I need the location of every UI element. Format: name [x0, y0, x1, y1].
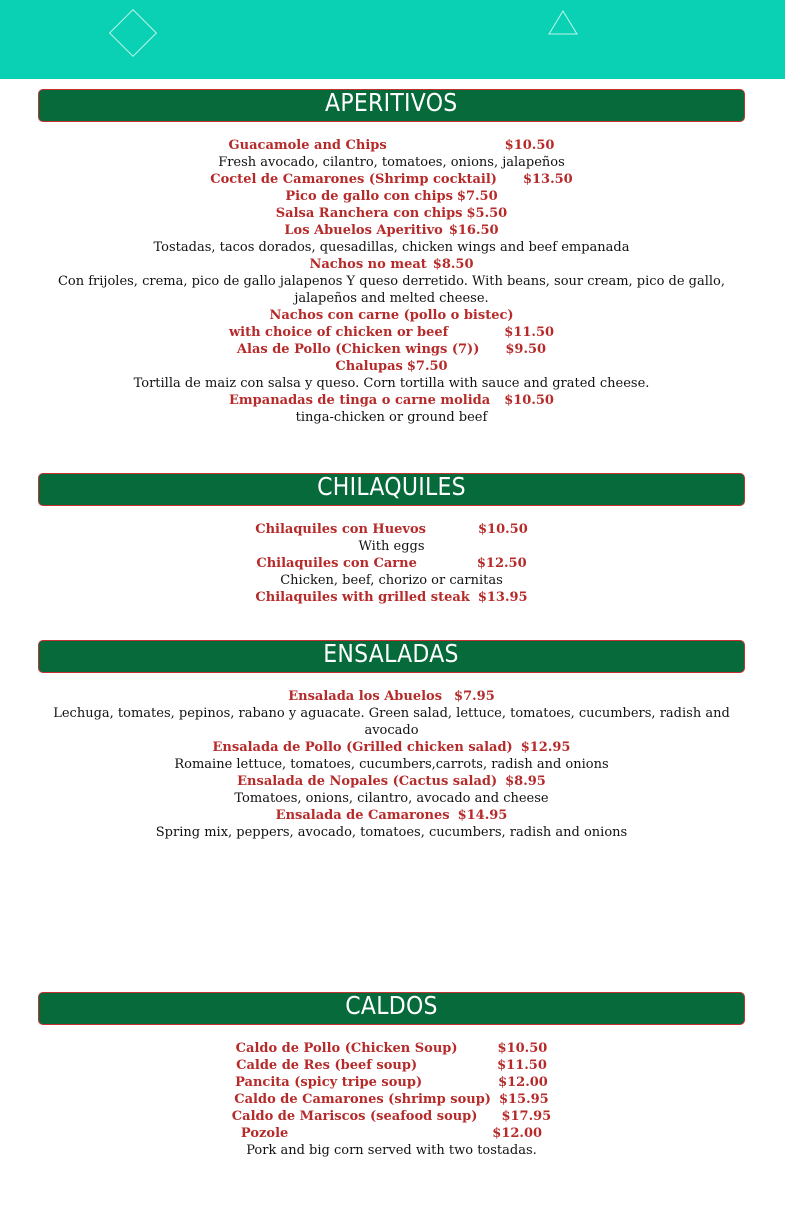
menu-item [38, 589, 745, 606]
item-name: Chilaquiles con Huevos [255, 522, 426, 537]
menu-item [38, 739, 745, 756]
menu-item [38, 773, 745, 790]
description-text: Chicken, beef, chorizo or carnitas [280, 573, 503, 588]
menu-item [38, 555, 745, 572]
description-text: Fresh avocado, cilantro, tomatoes, onions, jalapeños [218, 155, 565, 170]
item-name: Salsa Ranchera con chips [275, 206, 463, 221]
diamond-outline-icon [109, 9, 157, 57]
item-price: $7.50 [456, 189, 498, 204]
item-price: $7.95 [454, 689, 495, 704]
item-description [38, 705, 745, 739]
triangle-outline-icon [548, 10, 578, 36]
section-title: APERITIVOS [325, 88, 458, 117]
item-price: $15.95 [498, 1092, 549, 1107]
item-description [38, 375, 745, 392]
menu-item [38, 807, 745, 824]
menu-item [38, 1074, 745, 1091]
item-name: Ensalada los Abuelos [288, 689, 443, 704]
section-header-aperitivos [38, 89, 745, 122]
item-description [38, 824, 745, 841]
item-name: Calde de Res (beef soup) [236, 1058, 418, 1073]
menu-item [38, 205, 745, 222]
item-name: Chilaquiles con Carne [256, 556, 417, 571]
section-chilaquiles [38, 521, 745, 606]
menu-item [38, 392, 745, 409]
item-name: Ensalada de Nopales (Cactus salad) [237, 774, 498, 789]
item-name: Caldo de Camarones (shrimp soup) [234, 1092, 491, 1107]
item-name: Chalupas [335, 359, 403, 374]
description-text: Spring mix, peppers, avocado, tomatoes, cucumbers, radish and onions [155, 825, 628, 840]
item-price: $9.50 [505, 342, 547, 357]
description-text: Tortilla de maiz con salsa y queso. Corn tortilla with sauce and grated cheese. [133, 376, 650, 391]
item-price: $13.50 [522, 172, 573, 187]
item-price: $7.50 [406, 359, 448, 374]
item-description [38, 154, 745, 171]
item-name: Pozole [240, 1126, 289, 1141]
item-description [38, 572, 745, 589]
description-text: Pork and big corn served with two tostadas. [246, 1143, 537, 1158]
menu-item [38, 256, 745, 273]
menu-item [38, 358, 745, 375]
item-price: $12.00 [492, 1126, 543, 1141]
item-name: Ensalada de Pollo (Grilled chicken salad) [212, 740, 513, 755]
item-price: $16.50 [448, 223, 499, 238]
item-description [38, 273, 745, 307]
description-text: Tomatoes, onions, cilantro, avocado and cheese [234, 791, 549, 806]
item-name: Ensalada de Camarones [275, 808, 450, 823]
item-name: Caldo de Pollo (Chicken Soup) [235, 1041, 458, 1056]
item-name: Pancita (spicy tripe soup) [235, 1075, 423, 1090]
item-price: $11.50 [497, 1058, 547, 1073]
description-text: With eggs [358, 539, 425, 554]
item-price: $8.50 [432, 257, 474, 272]
item-price: $10.50 [477, 522, 528, 537]
item-price: $17.95 [501, 1109, 552, 1124]
menu-item [38, 307, 745, 324]
item-description [38, 756, 745, 773]
item-name: Guacamole and Chips [228, 138, 387, 153]
section-title: ENSALADAS [323, 639, 460, 668]
item-name: Alas de Pollo (Chicken wings (7)) [236, 342, 480, 357]
menu-item [38, 171, 745, 188]
section-caldos [38, 1040, 745, 1159]
item-name: Nachos no meat [309, 257, 427, 272]
menu-item [38, 1125, 745, 1142]
item-price: $5.50 [466, 206, 508, 221]
section-aperitivos [38, 137, 745, 426]
item-price: $8.95 [505, 774, 546, 789]
item-name: Nachos con carne (pollo o bistec) [269, 308, 514, 323]
item-price: $12.50 [476, 556, 527, 571]
menu-item [38, 222, 745, 239]
item-name: Empanadas de tinga o carne molida [229, 393, 491, 408]
description-text: Lechuga, tomates, pepinos, rabano y aguacate. Green salad, lettuce, tomatoes, cucumbers, radish and avocado [53, 706, 730, 738]
menu-item [38, 341, 745, 358]
item-price: $10.50 [497, 1041, 548, 1056]
item-price: $10.50 [504, 138, 555, 153]
item-name: Los Abuelos Aperitivo [284, 223, 443, 238]
item-price: $12.00 [498, 1075, 548, 1090]
item-price: $10.50 [504, 393, 554, 408]
item-price: $12.95 [520, 740, 571, 755]
item-name: with choice of chicken or beef [228, 325, 449, 340]
description-text: Romaine lettuce, tomatoes, cucumbers,carrots, radish and onions [174, 757, 609, 772]
section-header-ensaladas [38, 640, 745, 673]
item-description [38, 790, 745, 807]
menu-item [38, 188, 745, 205]
item-price: $14.95 [457, 808, 508, 823]
item-name: Pico de gallo con chips [285, 189, 453, 204]
item-price: $13.95 [477, 590, 528, 605]
item-description [38, 538, 745, 555]
item-name: Chilaquiles with grilled steak [255, 590, 470, 605]
menu-item [38, 521, 745, 538]
section-title: CALDOS [345, 991, 438, 1020]
item-name: Caldo de Mariscos (seafood soup) [231, 1109, 478, 1124]
description-text: Tostadas, tacos dorados, quesadillas, chicken wings and beef empanada [153, 240, 630, 255]
item-description [38, 409, 745, 426]
menu-item [38, 1040, 745, 1057]
description-text: Con frijoles, crema, pico de gallo jalapenos Y queso derretido. With beans, sour cream, pico de gallo, jalapeños and melted cheese. [57, 274, 726, 306]
top-banner [0, 0, 785, 79]
menu-item [38, 1057, 745, 1074]
description-text: tinga-chicken or ground beef [295, 410, 488, 425]
menu-item [38, 1108, 745, 1125]
item-description [38, 239, 745, 256]
menu-item [38, 688, 745, 705]
section-header-chilaquiles [38, 473, 745, 506]
menu-item [38, 137, 745, 154]
section-header-caldos [38, 992, 745, 1025]
item-name: Coctel de Camarones (Shrimp cocktail) [210, 172, 497, 187]
section-ensaladas [38, 688, 745, 841]
item-price: $11.50 [504, 325, 555, 340]
item-description [38, 1142, 745, 1159]
menu-item [38, 1091, 745, 1108]
menu-item [38, 324, 745, 341]
section-title: CHILAQUILES [317, 472, 466, 501]
